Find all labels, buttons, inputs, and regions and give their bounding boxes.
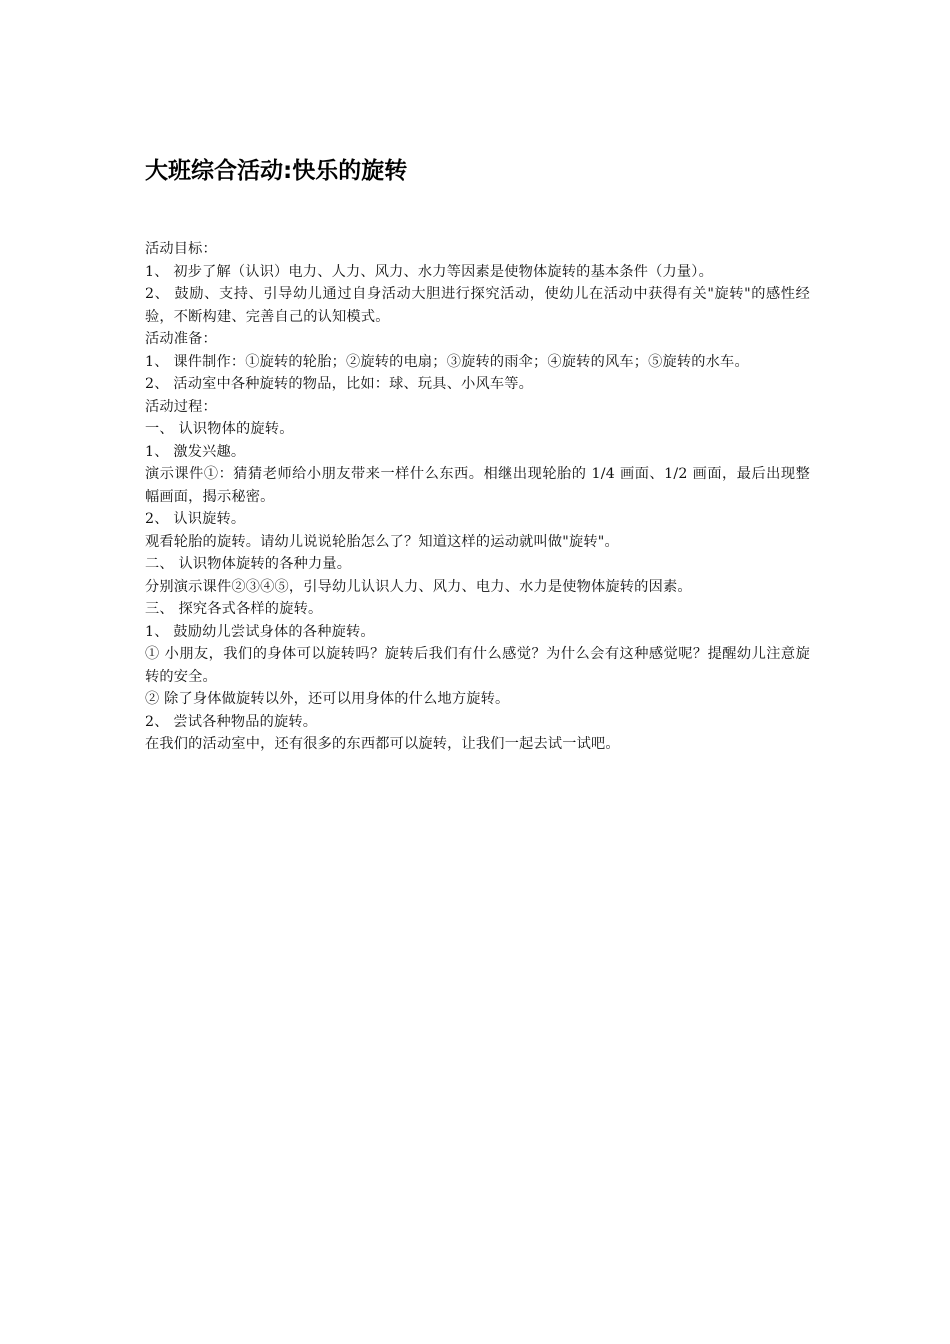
- body-line: 一、 认识物体的旋转。: [145, 421, 294, 437]
- body-line: 2、 认识旋转。: [145, 511, 246, 527]
- body-line: 1、 初步了解（认识）电力、人力、风力、水力等因素是使物体旋转的基本条件（力量）。: [145, 263, 713, 280]
- body-line: 活动准备：: [145, 331, 217, 347]
- body-line: 2、 活动室中各种旋转的物品，比如：球、玩具、小风车等。: [145, 376, 534, 392]
- body-line: 1、 鼓励幼儿尝试身体的各种旋转。: [145, 623, 375, 640]
- body-line: 演示课件①：猜猜老师给小朋友带来一样什么东西。相继出现轮胎的 1/4 画面、1/2 画面，最后出现整幅画面，揭示秘密。: [145, 466, 810, 505]
- body-line: 观看轮胎的旋转。请幼儿说说轮胎怎么了？知道这样的运动就叫做"旋转"。: [145, 533, 619, 550]
- body-line: 活动目标：: [145, 241, 217, 257]
- body-line: ① 小朋友，我们的身体可以旋转吗？旋转后我们有什么感觉？为什么会有这种感觉呢？提醒幼儿注意旋转的安全。: [145, 646, 810, 685]
- document-title: 大班综合活动:快乐的旋转: [145, 158, 408, 184]
- body-line: 三、 探究各式各样的旋转。: [145, 601, 323, 617]
- body-line: ② 除了身体做旋转以外，还可以用身体的什么地方旋转。: [145, 691, 510, 707]
- body-line: 2、 鼓励、支持、引导幼儿通过自身活动大胆进行探究活动，使幼儿在活动中获得有关"旋转"的感性经验，不断构建、完善自己的认知模式。: [145, 286, 810, 325]
- body-line: 二、 认识物体旋转的各种力量。: [145, 556, 352, 572]
- body-line: 分别演示课件②③④⑤，引导幼儿认识人力、风力、电力、水力是使物体旋转的因素。: [145, 578, 692, 595]
- body-line: 活动过程：: [145, 398, 217, 415]
- body-line: 在我们的活动室中，还有很多的东西都可以旋转，让我们一起去试一试吧。: [145, 736, 620, 752]
- body-line: 2、 尝试各种物品的旋转。: [145, 713, 318, 730]
- document-body: [145, 238, 810, 756]
- body-line: 1、 激发兴趣。: [145, 443, 246, 460]
- body-line: 1、 课件制作：①旋转的轮胎；②旋转的电扇；③旋转的雨伞；④旋转的风车；⑤旋转的水车。: [145, 353, 749, 370]
